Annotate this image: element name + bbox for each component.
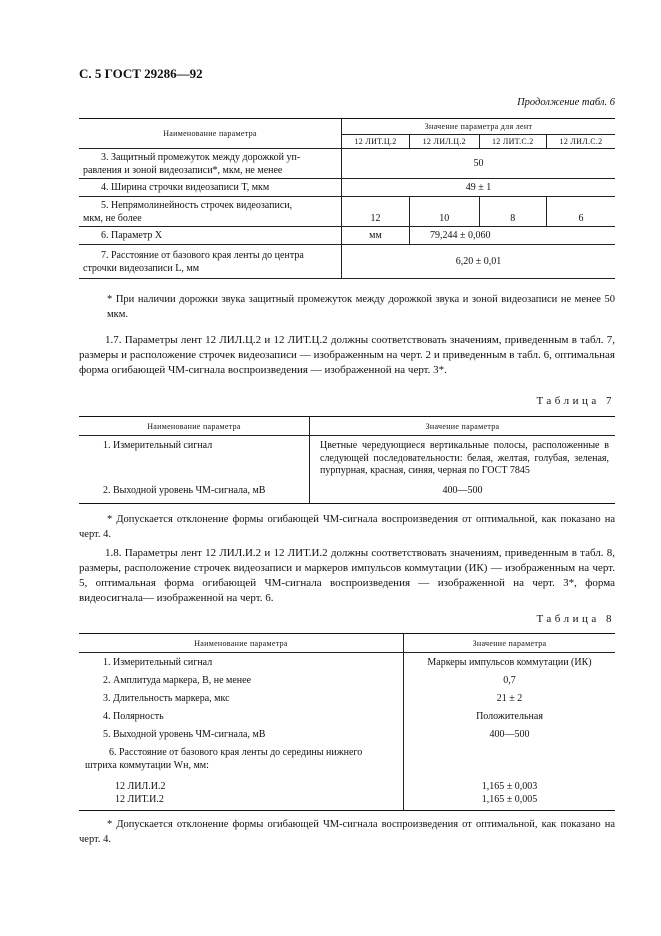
t7-value: 400—500: [310, 480, 616, 504]
footnote: * Допускается отклонение формы огибающей ЧМ-сигнала воспроизведения от оптимальной, как показано на черт. 4.: [79, 514, 615, 540]
table-row: [79, 179, 615, 197]
table-row: [79, 690, 615, 708]
table-row: [79, 744, 615, 811]
t6-value: 50: [342, 149, 616, 179]
table-8: [79, 633, 615, 811]
table-row: [79, 653, 615, 672]
t8-value: Положительная: [404, 708, 616, 726]
table-row: [79, 227, 615, 245]
t8-value: 0,7: [404, 672, 616, 690]
t8-param: 5. Выходной уровень ЧМ-сигнала, мВ: [103, 729, 266, 740]
paragraph-1-8: 1.8. Параметры лент 12 ЛИЛ.И.2 и 12 ЛИТ.И.2 должны соответствовать значениям, приведенным в табл. 8, размеры, расположение строчек видеозаписи и маркеров импульсов коммутации (ИК) — изображенным на черт. 5, оптимальная форма огибающей ЧМ-сигнала воспроизведения — изображенной на черт. 3*, форма видеосигнала— изображенной на черт. 6.: [79, 547, 615, 604]
table-row: [79, 436, 615, 480]
t8-col-value: Значение параметра: [404, 634, 616, 653]
paragraph-1-7: 1.7. Параметры лент 12 ЛИЛ.Ц.2 и 12 ЛИТ.Ц.2 должны соответствовать значениям, приведенным в табл. 7, размеры и расположение строчек видеозаписи — изображенным на черт. 2 и приведенным в табл. 6, оптимальная форма огибающей ЧМ-сигнала воспроизведения — изображенной на черт. 3*.: [79, 334, 615, 376]
t6-unit: мм: [342, 227, 410, 245]
footnote: * Допускается отклонение формы огибающей ЧМ-сигнала воспроизведения от оптимальной, как показано на черт. 4.: [79, 819, 615, 845]
t8-param: 3. Длительность маркера, мкс: [103, 693, 230, 704]
t8-value: 1,165 ± 0,003: [481, 780, 538, 792]
t6-row-label: равления и зоной видеозаписи*, мкм, не менее: [83, 164, 283, 176]
t6-value: 6,20 ± 0,01: [342, 245, 616, 279]
t6-col-value: Значение параметра для лент: [342, 119, 616, 135]
t6-col-param: Наименование параметра: [79, 119, 342, 149]
table-row: [79, 726, 615, 744]
t6-row-label: 5. Непрямолинейность строчек видеозаписи,: [101, 199, 293, 211]
t7-col-param: Наименование параметра: [79, 417, 310, 436]
t7-value: Цветные чередующиеся вертикальные полосы, расположенные в следующей последовательности: белая, желтая, голубая, зеленая, пурпурная, красная, синяя, черная по ГОСТ 7845: [310, 436, 616, 480]
table-7: [79, 416, 615, 504]
table-row: [79, 672, 615, 690]
t8-sub-param: 12 ЛИТ.И.2: [115, 793, 164, 805]
t6-value: 8: [479, 197, 546, 227]
table-continuation-label: Продолжение табл. 6: [517, 97, 615, 108]
t6-value: 49 ± 1: [342, 179, 616, 197]
t6-value: 12: [342, 197, 410, 227]
t7-col-value: Значение параметра: [310, 417, 616, 436]
table-7-title: Таблица 7: [536, 395, 615, 407]
t6-value: 79,244 ± 0,060: [409, 227, 615, 245]
t6-row-label: 6. Параметр X: [101, 230, 163, 241]
table-row: [79, 480, 615, 504]
t8-col-param: Наименование параметра: [79, 634, 404, 653]
t6-value: 10: [409, 197, 479, 227]
t6-subcol: 12 ЛИТ.С.2: [479, 135, 546, 149]
table-row: [79, 245, 615, 279]
t6-row-label: 7. Расстояние от базового края ленты до центра: [101, 249, 304, 261]
table-8-title: Таблица 8: [536, 613, 615, 625]
table-row: [79, 197, 615, 227]
table-row: [79, 149, 615, 179]
t6-row-label: 4. Ширина строчки видеозаписи T, мкм: [101, 182, 270, 193]
t8-value: 1,165 ± 0,005: [481, 793, 538, 805]
t8-value: 21 ± 2: [404, 690, 616, 708]
t8-param: 6. Расстояние от базового края ленты до середины нижнего: [109, 746, 363, 758]
t6-value: 6: [547, 197, 615, 227]
table-6: [79, 118, 615, 279]
t6-subcol: 12 ЛИЛ.С.2: [547, 135, 615, 149]
t8-param: 4. Полярность: [103, 711, 164, 722]
page-header: С. 5 ГОСТ 29286—92: [79, 66, 203, 81]
t8-param: 2. Амплитуда маркера, В, не менее: [103, 675, 252, 686]
t8-param: штриха коммутации Wн, мм:: [85, 759, 209, 771]
t6-subcol: 12 ЛИТ.Ц.2: [342, 135, 410, 149]
t6-row-label: мкм, не более: [83, 212, 142, 224]
t6-row-label: строчки видеозаписи L, мм: [83, 262, 200, 274]
t7-param: 2. Выходной уровень ЧМ-сигнала, мВ: [103, 485, 266, 496]
t8-value: Маркеры импульсов коммутации (ИК): [404, 653, 616, 672]
t8-value: 400—500: [404, 726, 616, 744]
table-row: [79, 708, 615, 726]
t8-sub-param: 12 ЛИЛ.И.2: [115, 780, 166, 792]
t6-row-label: 3. Защитный промежуток между дорожкой уп-: [101, 151, 301, 163]
footnote: * При наличии дорожки звука защитный промежуток между дорожкой звука и зоной видеозаписи не менее 50 мкм.: [107, 294, 615, 320]
t6-subcol: 12 ЛИЛ.Ц.2: [409, 135, 479, 149]
t7-param: 1. Измерительный сигнал: [103, 440, 213, 451]
t8-param: 1. Измерительный сигнал: [103, 656, 213, 668]
